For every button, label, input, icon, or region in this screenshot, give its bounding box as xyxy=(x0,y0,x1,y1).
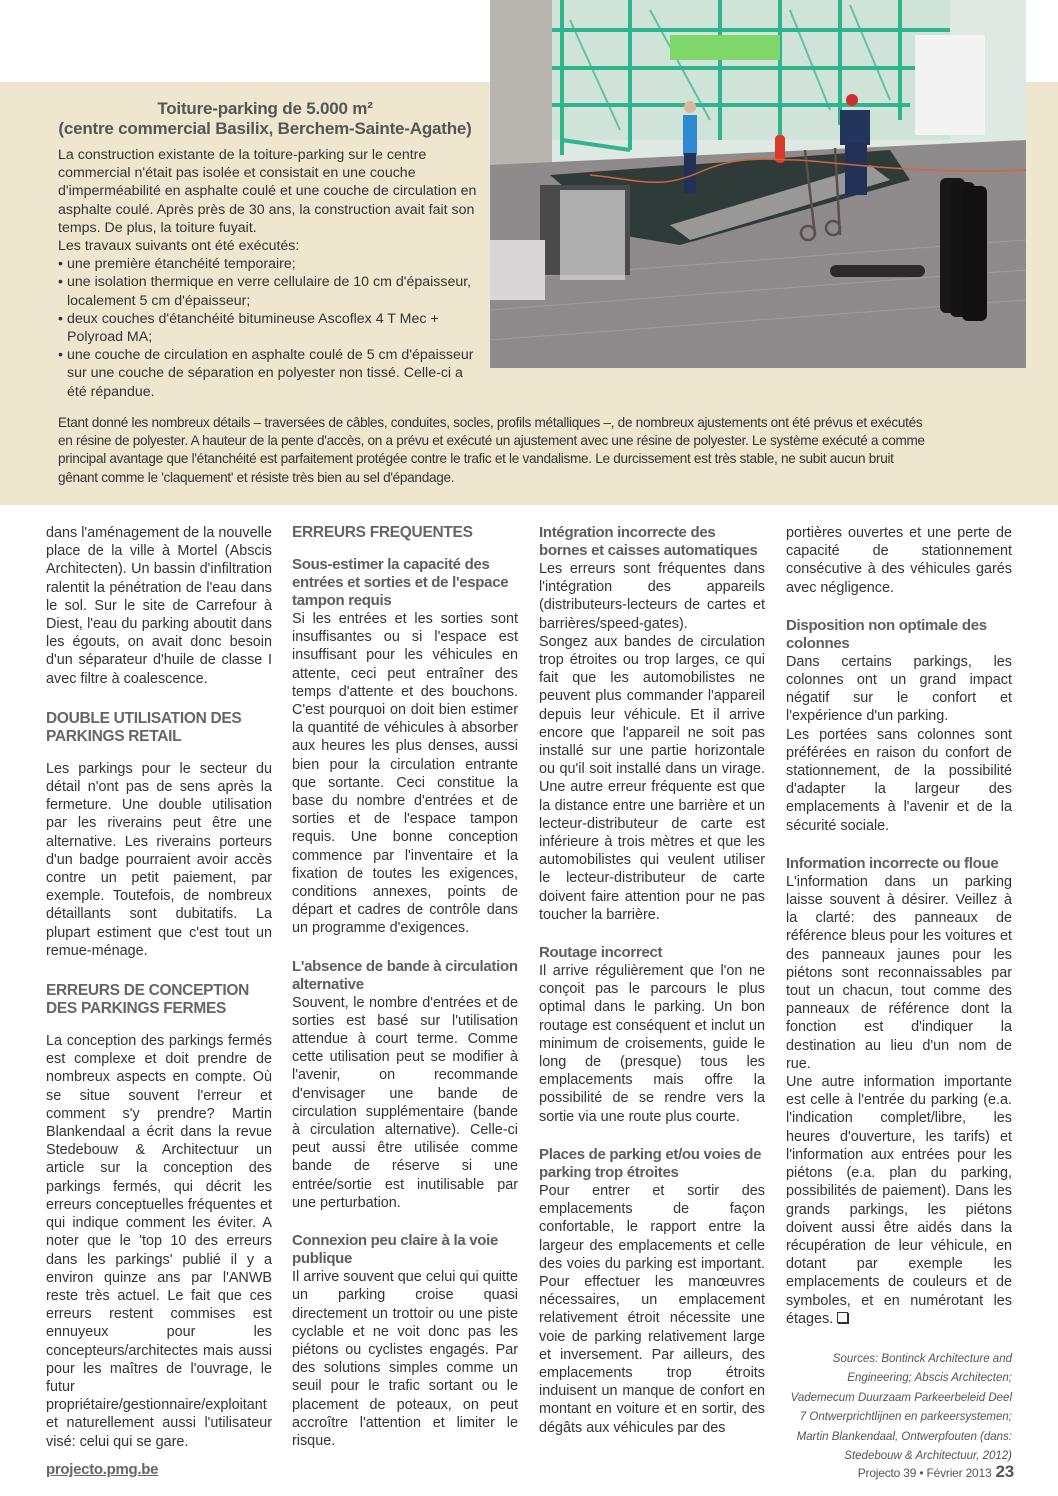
paragraph: Les parkings pour le secteur du détail n'ont pas de sens après la fermeture. Une double utilisation par les riverains peut être une alternative. Les riverains porteurs d'un badge pourraient avoir accès contre un petit paiement, par exemple. Toutefois, de nombreux détaillants sont dubitatifs. La plupart estiment que c'est tout un remue-ménage. xyxy=(46,760,272,959)
paragraph: Songez aux bandes de circulation trop étroites ou trop larges, ce qui fait que les automobilistes ne peuvent plus commander l'appareil depuis leur véhicule. Et il arrive encore que l'appareil ne soit pas installé sur une partie horizontale ou qu'il soit installé dans un virage. Une autre erreur fréquente est que la distance entre une barrière et un lecteur-distributeur de carte est inférieure à trois mètres et que les automobilistes qui veulent utiliser le lecteur-distributeur de carte doivent faire attention pour ne pas toucher la barrière. xyxy=(539,633,765,923)
paragraph: Les portées sans colonnes sont préférées en raison du confort de stationnement, de la possibilité d'adapter la largeur des emplacements à l'avenir et de la sécurité sociale. xyxy=(786,726,1012,834)
works-list-item: • une première étanchéité temporaire; xyxy=(58,255,483,273)
page-number: 23 xyxy=(995,1462,1014,1481)
sidebar-box-title-line1: Toiture-parking de 5.000 m² xyxy=(157,99,373,118)
sidebar-box-closing: Etant donné les nombreux détails – traversées de câbles, conduites, socles, profils métalliques –, de nombreux ajustements ont été prévus et exécutés en résine de polyester. A hauteur de la pente d'accès, on a prévu et exécuté un ajustement avec une résine de polyester. Le système exécuté a comme principal avantage que l'étanchéité est parfaitement protégée contre le trafic et le vandalisme. Le durcissement est très stable, ne subit aucun bruit gênant comme le 'claquement' et résiste très bien au sel d'épandage. xyxy=(58,415,925,485)
works-list xyxy=(58,255,483,401)
subheading: Places de parking et/ou voies de parking trop étroites xyxy=(539,1145,762,1181)
paragraph: portières ouvertes et une perte de capacité de stationnement consécutive à des véhicules garés avec négligence. xyxy=(786,525,1012,596)
footer-issue-info xyxy=(858,1462,1014,1482)
subheading: Sous-estimer la capacité des entrées et sorties et de l'espace tampon requis xyxy=(292,556,509,609)
sidebar-box-text xyxy=(58,146,483,401)
photo-illustration xyxy=(490,0,1026,368)
subheading: Disposition non optimale des colonnes xyxy=(786,616,987,652)
paragraph-text: Une autre information importante est celle à l'entrée du parking (e.a. l'indication complet/libre, les heures d'ouverture, les tarifs) et l'information aux entrées pour les piétons (e.a. plan du parking, possibilités de paiement). Dans les grands parkings, les piétons doivent aussi être aidés dans la récupération de leur véhicule, en dotant par exemple les emplacements de couleurs et de symboles, et en numérotant les étages. xyxy=(786,1074,1012,1327)
paragraph: Les erreurs sont fréquentes dans l'intégration des appareils (distributeurs-lecteurs de cartes et barrières/speed-gates). xyxy=(539,561,765,632)
works-list-item: • une isolation thermique en verre cellulaire de 10 cm d'épaisseur, localement 5 cm d'épaisseur; xyxy=(58,273,483,309)
sidebar-box-works-intro: Les travaux suivants ont été exécutés: xyxy=(58,238,300,255)
paragraph: L'information dans un parking laisse souvent à désirer. Veillez à la clarté: des panneaux de référence bleus pour les voitures et des panneaux jaunes pour les piétons sont reconnaissables par tout un chacun, tout comme des panneaux de référence dont la fonction est d'indiquer la destination au lieu d'un nom de rue. xyxy=(786,873,1012,1072)
subheading: Routage incorrect xyxy=(539,944,663,962)
sidebar-box-title-line2: (centre commercial Basilix, Berchem-Sainte-Agathe) xyxy=(58,119,472,138)
sidebar-box-title xyxy=(40,99,490,139)
section-heading: ERREURS FREQUENTES xyxy=(292,524,473,541)
subheading: Connexion peu claire à la voie publique xyxy=(292,1232,499,1268)
sources-credit: Sources: Bontinck Architecture and Engineering; Abscis Architecten; Vademecum Duurzaam Parkeerbeleid Deel 7 Ontwerprichtlijnen en parkeersystemen; Martin Blankendaal, Ontwerpfouten (dans: Stedebouw & Architectuur, 2012) xyxy=(790,1352,1012,1463)
article-column-2 xyxy=(292,524,518,1450)
article-column-3 xyxy=(539,524,765,1437)
sidebar-box-intro: La construction existante de la toiture-parking sur le centre commercial n'était pas isolée et consistait en une couche d'imperméabilité en asphalte coulé et une couche de circulation en asphalte coulé. Après près de 30 ans, la construction avait fait son temps. De plus, la toiture fuyait. xyxy=(58,147,477,236)
paragraph: Il arrive souvent que celui qui quitte un parking croise quasi directement un trottoir ou une piste cyclable et ne voit donc pas les piétons ou cyclistes engagés. Par des solutions simples comme un seuil pour le trafic sortant ou le placement de poteaux, on peut accroître l'attention et limiter le risque. xyxy=(292,1269,518,1449)
paragraph: Si les entrées et les sorties sont insuffisantes ou si l'espace est insuffisant pour les véhicules en attente, ceci peut entraîner des temps d'attente et des bouchons. C'est pourquoi on doit bien estimer la quantité de véhicules à absorber aux heures les plus denses, aussi bien pour la circulation entrante que sortante. Ceci constitue la base du nombre d'entrées et de sorties et de l'espace tampon requis. Une bonne conception commence par l'inventaire et la fixation de toutes les exigences, conditions annexes, points de départ et cadres de contrôle dans un programme d'exigences. xyxy=(292,611,518,937)
paragraph: Il arrive régulièrement que l'on ne conçoit pas le parcours le plus optimal dans le parking. Un bon routage est conséquent et inclut un minimum de croisements, guide le long de (presque) tous les emplacements mais offre la possibilité de se rendre vers la sortie via une route plus courte. xyxy=(539,963,765,1125)
subheading: Intégration incorrecte des bornes et caisses automatiques xyxy=(539,524,758,559)
roof-parking-photo xyxy=(490,0,1026,368)
article-column-1 xyxy=(46,524,272,1451)
paragraph: La conception des parkings fermés est complexe et doit prendre de nombreux aspects en compte. Où se situe souvent l'erreur et comment s'y prendre? Martin Blankendaal a écrit dans la revue Stedebouw & Architectuur un article sur la conception des parkings fermés, qui décrit les erreurs conceptuelles fréquentes et qui indique comment les éviter. A noter que le 'top 10 des erreurs dans les parkings' publié il y a environ quinze ans par l'ANWB reste très actuel. Le fait que ces erreurs restent commises est ennuyeux pour les concepteurs/architectes mais aussi pour les maîtres de l'ouvrage, le futur propriétaire/gestionnaire/exploitant et naturellement aussi l'utilisateur visé: celui qui se gare. xyxy=(46,1033,272,1450)
footer-website-link[interactable]: projecto.pmg.be xyxy=(46,1461,159,1478)
paragraph xyxy=(786,1073,1012,1328)
paragraph: dans l'aménagement de la nouvelle place de la ville à Mortel (Abscis Architecten). Un bassin d'infiltration ralentit la pénétration de l'eau dans le sol. Sur le site de Carrefour à Diest, l'eau du parking aboutit dans les égouts, on avait donc besoin d'un séparateur d'huile de classe I avec filtre à coalescence. xyxy=(46,525,272,687)
works-list-item: • deux couches d'étanchéité bitumineuse Ascoflex 4 T Mec + Polyroad MA; xyxy=(58,310,483,346)
end-of-article-icon xyxy=(837,1312,848,1323)
works-list-item: • une couche de circulation en asphalte coulé de 5 cm d'épaisseur sur une couche de séparation en polyester non tissé. Celle-ci a été répandue. xyxy=(58,346,483,401)
section-heading: DOUBLE UTILISATION DES PARKINGS RETAIL xyxy=(46,709,242,745)
article-column-4 xyxy=(786,524,1012,1467)
footer-issue: Projecto 39 • Février 2013 xyxy=(857,1466,992,1480)
subheading: Information incorrecte ou floue xyxy=(786,854,999,872)
subheading: L'absence de bande à circulation alternative xyxy=(292,957,518,993)
paragraph: Souvent, le nombre d'entrées et de sorties est basé sur l'utilisation attendue à court terme. Comme cette utilisation peut se modifier à l'avenir, on recommande d'envisager une bande de circulation supplémentaire (bande à circulation alternative). Celle-ci peut aussi être utilisée comme bande de réserve si une entrée/sortie est inutilisable par une perturbation. xyxy=(292,994,518,1211)
paragraph: Pour entrer et sortir des emplacements de façon confortable, le rapport entre la largeur des emplacements et celle des voies du parking est important. Pour effectuer les manœuvres nécessaires, un emplacement relativement étroit nécessite une voie de parking relativement large et inversement. Par ailleurs, des emplacements trop étroits induisent un manque de confort en montant en voiture et en sortir, des dégâts aux véhicules par des xyxy=(539,1182,765,1436)
section-heading: ERREURS DE CONCEPTION DES PARKINGS FERMES xyxy=(46,982,249,1018)
paragraph: Dans certains parkings, les colonnes ont un grand impact négatif sur le confort et l'expérience d'un parking. xyxy=(786,653,1012,725)
